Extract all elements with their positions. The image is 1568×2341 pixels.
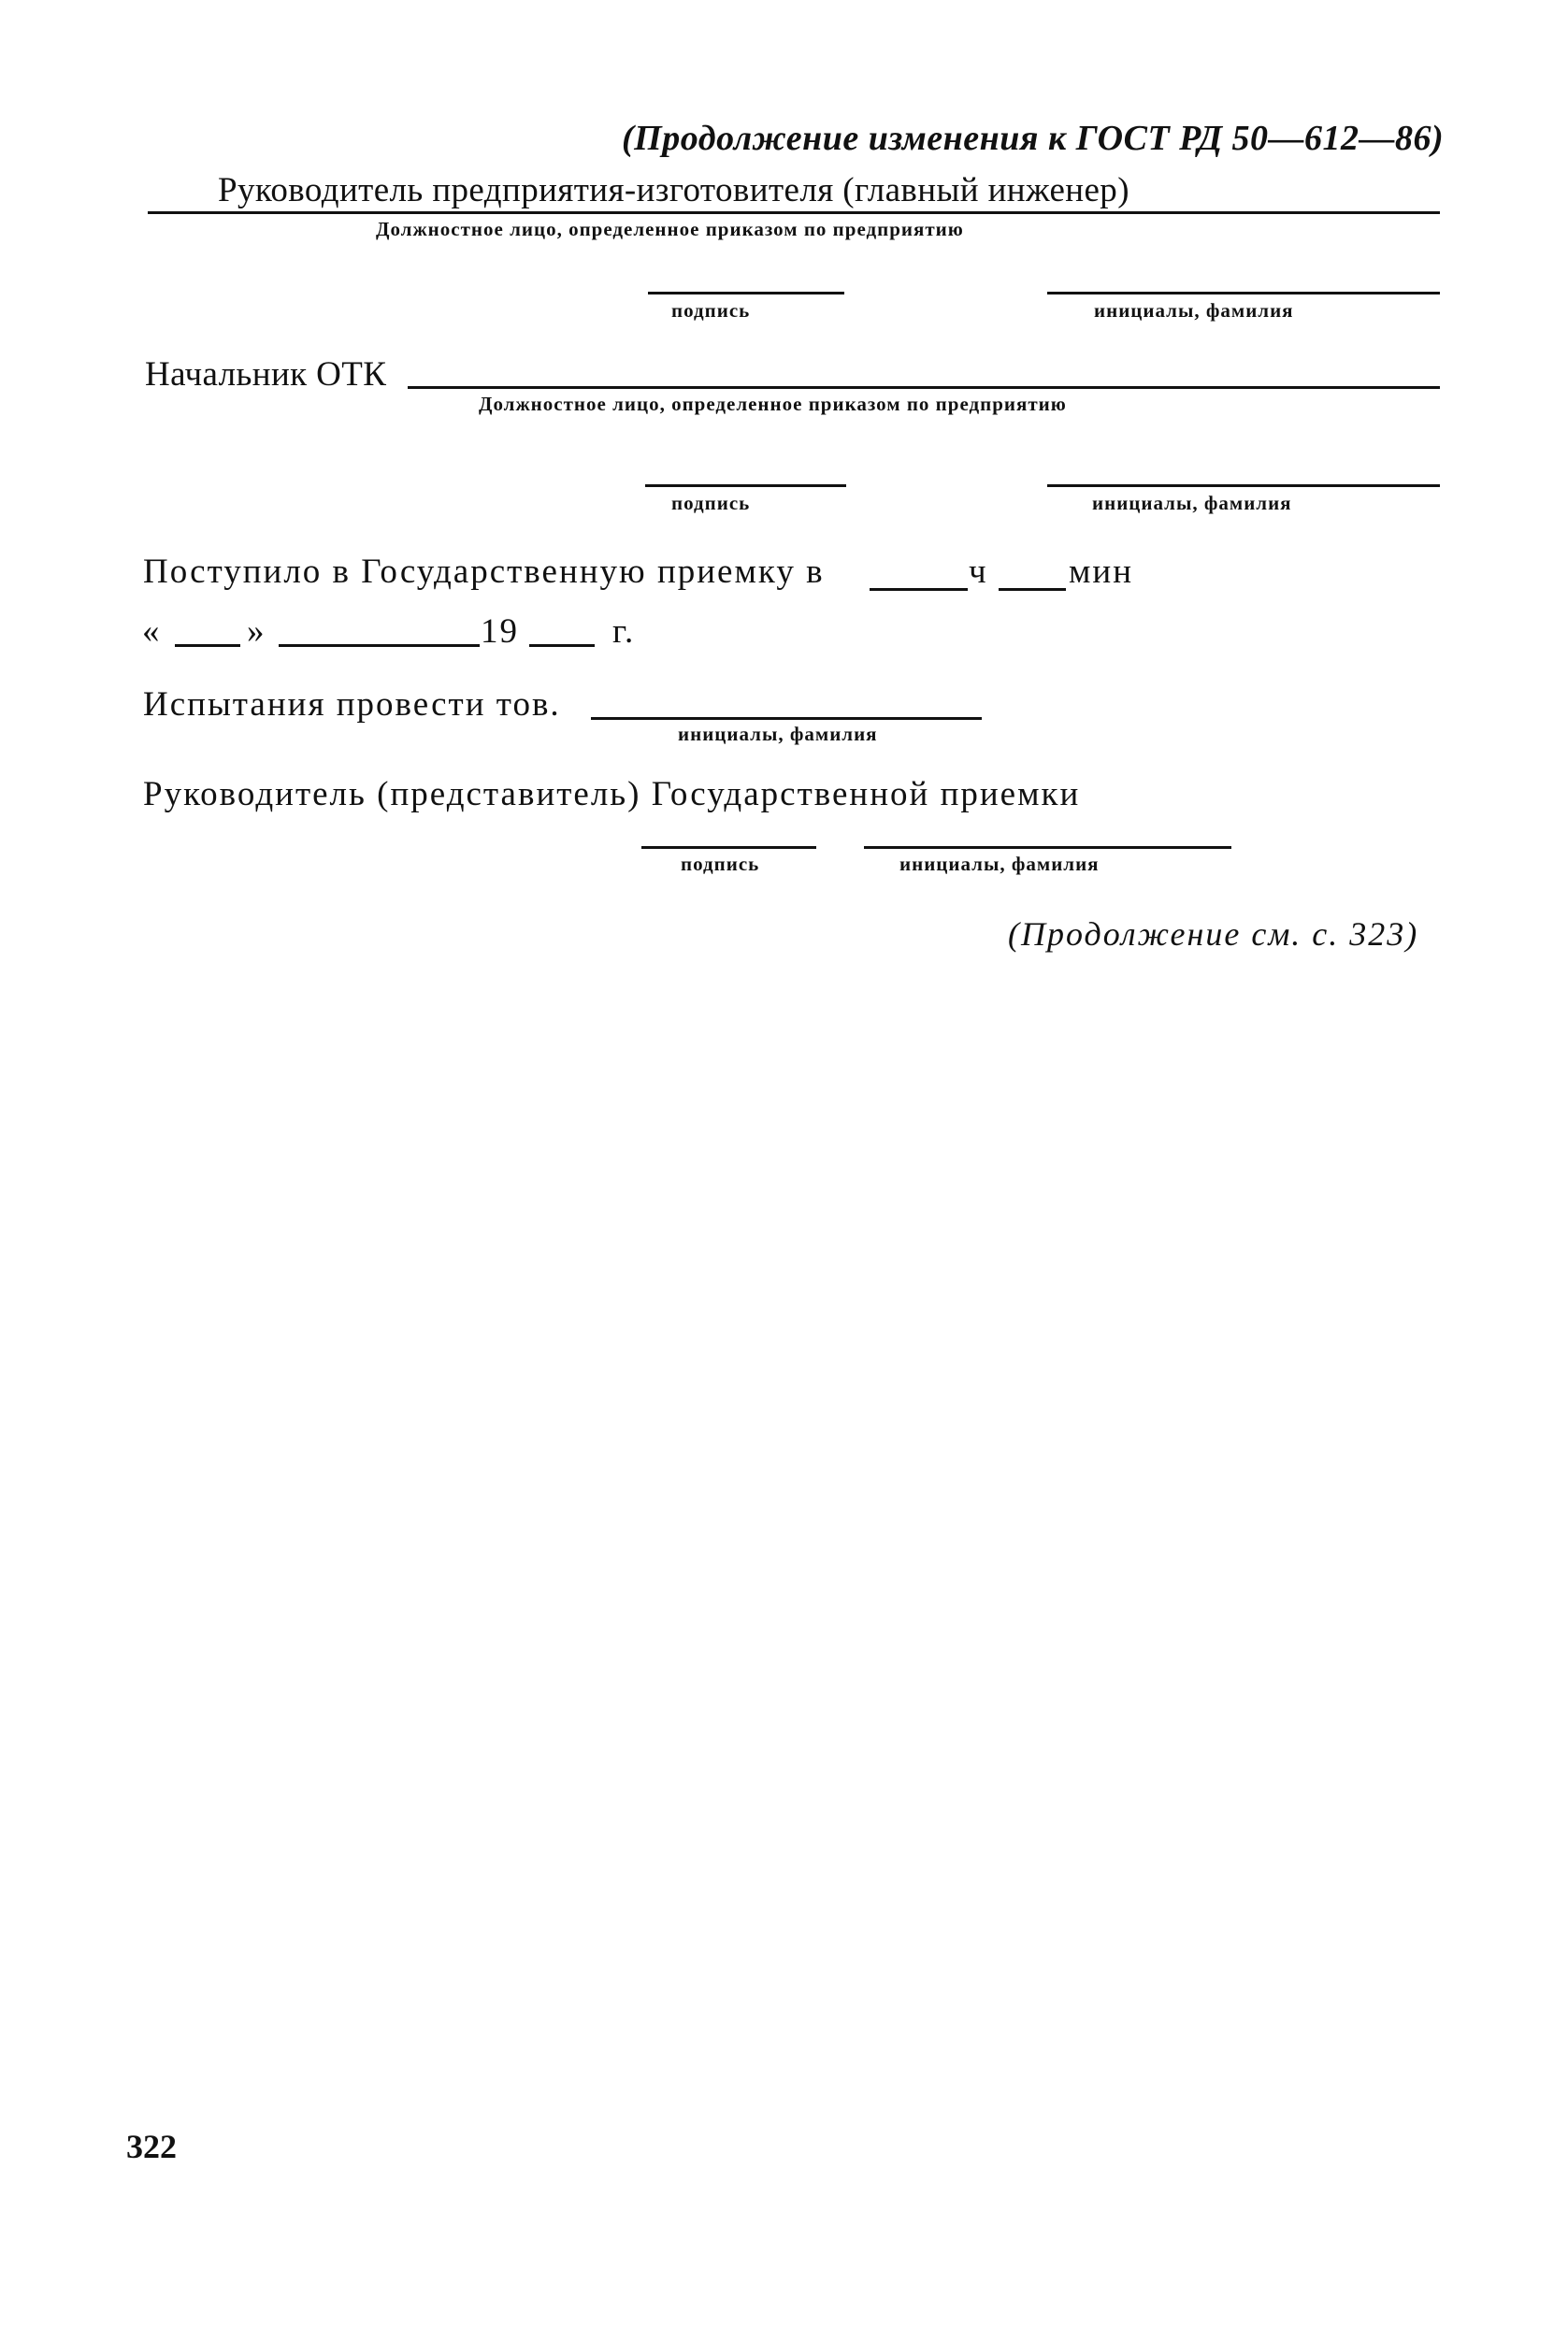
date-close-quote: » bbox=[247, 612, 266, 651]
tests-label: Испытания провести тов. bbox=[143, 685, 561, 724]
arrival-minutes-unit: мин bbox=[1069, 553, 1134, 591]
header-note: (Продолжение изменения к ГОСТ РД 50—612—86) bbox=[622, 119, 1445, 158]
date-month-blank bbox=[279, 644, 480, 647]
section-2-signature-line bbox=[645, 484, 846, 487]
acceptance-title: Руководитель (представитель) Государственной приемки bbox=[143, 775, 1081, 813]
acceptance-signature-caption: подпись bbox=[681, 853, 760, 875]
arrival-minutes-blank bbox=[999, 588, 1066, 591]
section-1-signature-line bbox=[648, 292, 844, 294]
section-1-name-line bbox=[1047, 292, 1440, 294]
acceptance-name-line bbox=[864, 846, 1231, 849]
section-2-title-rule bbox=[408, 386, 1440, 389]
section-1-signature-caption: подпись bbox=[671, 299, 751, 322]
page-number: 322 bbox=[126, 2128, 177, 2165]
arrival-hours-unit: ч bbox=[969, 553, 988, 591]
arrival-text: Поступило в Государственную приемку в bbox=[143, 553, 825, 591]
date-year-prefix: 19 bbox=[481, 612, 519, 651]
section-1-title-rule bbox=[148, 211, 1440, 214]
date-year-blank bbox=[529, 644, 595, 647]
date-day-blank bbox=[175, 644, 240, 647]
arrival-hours-blank bbox=[870, 588, 968, 591]
section-1-name-caption: инициалы, фамилия bbox=[1094, 299, 1294, 322]
continuation-note: (Продолжение см. с. 323) bbox=[1008, 915, 1419, 953]
tests-name-line bbox=[591, 717, 982, 720]
section-2-name-caption: инициалы, фамилия bbox=[1092, 492, 1292, 514]
acceptance-name-caption: инициалы, фамилия bbox=[899, 853, 1100, 875]
section-2-label: Начальник ОТК bbox=[145, 355, 387, 394]
section-1-caption: Должностное лицо, определенное приказом по предприятию bbox=[376, 218, 964, 240]
section-2-caption: Должностное лицо, определенное приказом по предприятию bbox=[479, 393, 1067, 415]
date-year-suffix: г. bbox=[612, 612, 636, 651]
section-2-name-line bbox=[1047, 484, 1440, 487]
acceptance-signature-line bbox=[641, 846, 816, 849]
section-2-signature-caption: подпись bbox=[671, 492, 751, 514]
tests-name-caption: инициалы, фамилия bbox=[678, 723, 878, 745]
date-open-quote: « bbox=[142, 612, 162, 651]
section-1-title: Руководитель предприятия-изготовителя (главный инженер) bbox=[218, 171, 1129, 209]
